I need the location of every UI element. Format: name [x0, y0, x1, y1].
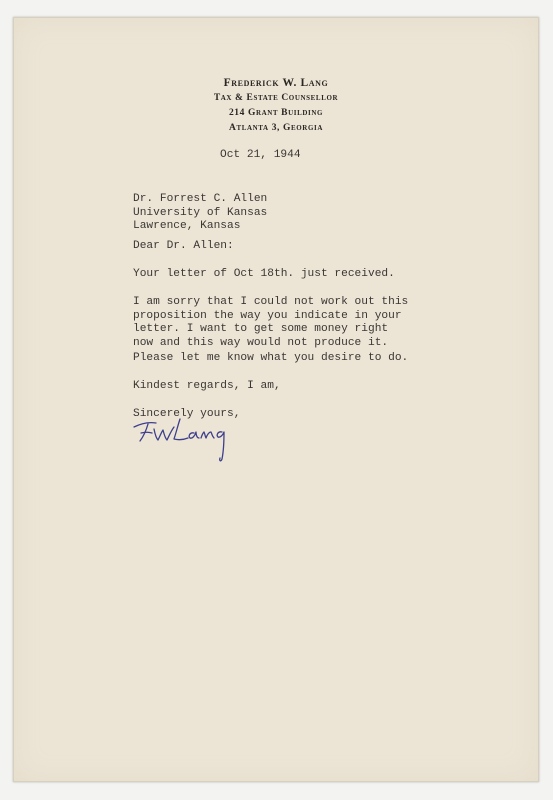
- closing-regards: Kindest regards, I am,: [133, 380, 281, 392]
- paragraph-3: Please let me know what you desire to do.: [133, 352, 409, 364]
- letterhead-title: Tax & Estate Counsellor: [213, 93, 339, 103]
- letterhead-name: Frederick W. Lang: [223, 77, 329, 89]
- recipient-line: Lawrence, Kansas: [133, 220, 241, 233]
- closing-sincerely: Sincerely yours,: [133, 408, 241, 420]
- paragraph-2: [133, 296, 408, 350]
- letterhead-building: 214 Grant Building: [228, 108, 324, 118]
- recipient-line: Dr. Forrest C. Allen: [133, 193, 268, 205]
- recipient-line: University of Kansas: [133, 206, 268, 219]
- salutation: Dear Dr. Allen:: [133, 240, 234, 252]
- paragraph-line: I am sorry that I could not work out this: [133, 296, 409, 308]
- letterhead: [14, 76, 538, 136]
- paragraph-line: letter. I want to get some money right: [133, 323, 389, 336]
- letter-date: Oct 21, 1944: [220, 149, 301, 161]
- handwritten-signature: [128, 403, 268, 465]
- recipient-address: [133, 193, 267, 234]
- letter-paper: [13, 17, 539, 782]
- paragraph-1: Your letter of Oct 18th. just received.: [133, 268, 395, 280]
- paragraph-line: now and this way would not produce it.: [133, 336, 389, 349]
- letterhead-city: Atlanta 3, Georgia: [229, 123, 323, 133]
- paragraph-line: proposition the way you indicate in your: [133, 309, 402, 322]
